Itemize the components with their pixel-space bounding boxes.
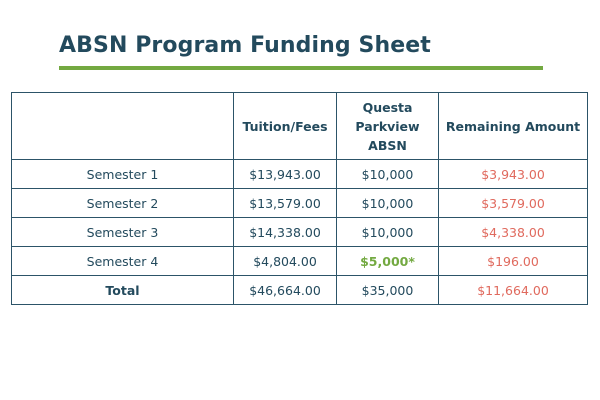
header-remaining-amount: Remaining Amount bbox=[439, 93, 588, 160]
table-row bbox=[12, 218, 588, 247]
questa-cell-highlighted: $5,000* bbox=[337, 247, 439, 276]
funding-table bbox=[11, 92, 588, 305]
table-row bbox=[12, 160, 588, 189]
tuition-cell: $14,338.00 bbox=[234, 218, 337, 247]
header-row bbox=[12, 93, 588, 160]
total-remaining-cell: $11,664.00 bbox=[439, 276, 588, 305]
questa-cell: $10,000 bbox=[337, 218, 439, 247]
total-row bbox=[12, 276, 588, 305]
total-questa-cell: $35,000 bbox=[337, 276, 439, 305]
header-tuition-fees: Tuition/Fees bbox=[234, 93, 337, 160]
tuition-cell: $13,943.00 bbox=[234, 160, 337, 189]
remaining-cell: $196.00 bbox=[439, 247, 588, 276]
tuition-cell: $13,579.00 bbox=[234, 189, 337, 218]
row-label: Semester 4 bbox=[12, 247, 234, 276]
tuition-cell: $4,804.00 bbox=[234, 247, 337, 276]
total-tuition-cell: $46,664.00 bbox=[234, 276, 337, 305]
header-blank bbox=[12, 93, 234, 160]
table-row bbox=[12, 189, 588, 218]
total-label: Total bbox=[12, 276, 234, 305]
header-questa-parkview bbox=[337, 93, 439, 160]
remaining-cell: $4,338.00 bbox=[439, 218, 588, 247]
remaining-cell: $3,943.00 bbox=[439, 160, 588, 189]
title-underline bbox=[59, 66, 543, 70]
header-questa-parkview-label: Questa Parkview ABSN bbox=[355, 99, 420, 153]
table-body bbox=[12, 160, 588, 305]
row-label: Semester 3 bbox=[12, 218, 234, 247]
questa-cell: $10,000 bbox=[337, 189, 439, 218]
row-label: Semester 2 bbox=[12, 189, 234, 218]
table-row bbox=[12, 247, 588, 276]
page-title: ABSN Program Funding Sheet bbox=[59, 33, 431, 58]
remaining-cell: $3,579.00 bbox=[439, 189, 588, 218]
row-label: Semester 1 bbox=[12, 160, 234, 189]
questa-cell: $10,000 bbox=[337, 160, 439, 189]
table-header bbox=[12, 93, 588, 160]
